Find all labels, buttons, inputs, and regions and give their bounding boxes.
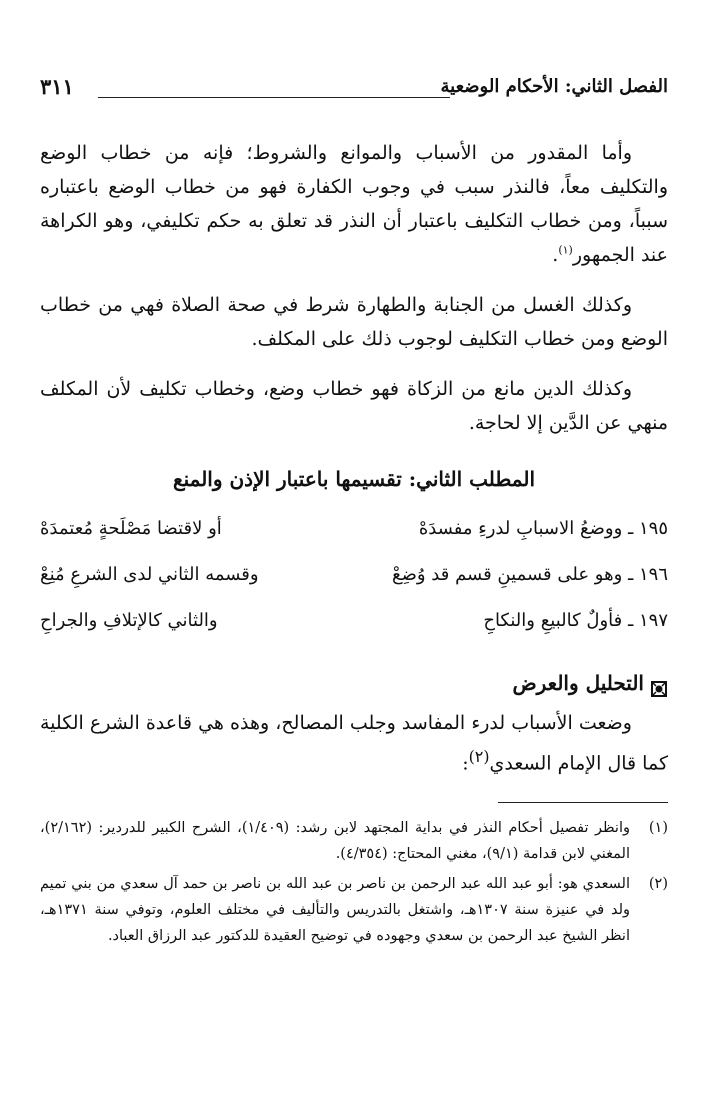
verses-block: [40, 506, 668, 644]
footnote-ref-2[interactable]: (٢): [468, 747, 490, 766]
verse-first-hemistich: ١٩٧ ـ فأولٌ كالبيعِ والنكاحِ: [483, 610, 668, 631]
verse-second-hemistich: والثاني كالإتلافِ والجراحِ: [40, 610, 218, 631]
running-header: [40, 70, 668, 106]
chapter-title: الفصل الثاني: الأحكام الوضعية: [440, 76, 668, 97]
footnote-text: وانظر تفصيل أحكام النذر في بداية المجتهد لابن رشد: (١/٤٠٩)، الشرح الكبير للدردير: (٢/١٦٢)، المغني لابن قدامة (٩/١)، مغني المحتاج: (٤/٣٥٤).: [40, 820, 630, 863]
footnote-number: (٢): [648, 876, 668, 893]
page-number: ٣١١: [40, 74, 74, 99]
footnote-text: السعدي هو: أبو عبد الله عبد الرحمن بن ناصر بن عبد الله بن ناصر بن حمد آل سعدي من بني تميم ولد في عنيزة سنة ١٣٠٧هـ، واشتغل بالتدريس والتأليف في مختلف العلوم، وتوفي سنة ١٣٧١هـ، انظر الشيخ عبد الرحمن بن سعدي وجهوده في توضيح العقيدة للدكتور عبد الرزاق العباد.: [40, 876, 630, 945]
section-title: المطلب الثاني: تقسيمها باعتبار الإذن والمنع: [172, 467, 536, 491]
subsection-title-text: التحليل والعرض: [512, 671, 644, 695]
verse-second-hemistich: أو لاقتضا مَصْلَحةٍ مُعتمدَهْ: [40, 518, 222, 539]
ornament-icon: [650, 674, 668, 692]
header-rule: [98, 97, 450, 98]
analysis-paragraph: وضعت الأسباب لدرء المفاسد وجلب المصالح، وهذه هي قاعدة الشرع الكلية كما قال الإمام السعدي$^{(٢)}$:: [40, 712, 668, 775]
footnote-rule: [498, 802, 668, 803]
footnotes: [40, 815, 668, 949]
verse-196: [40, 552, 668, 598]
book-page: [40, 70, 668, 953]
verse-first-hemistich: ١٩٦ ـ وهو على قسمينِ قسم قد وُضِعْ: [392, 564, 668, 585]
verse-second-hemistich: وقسمه الثاني لدى الشرعِ مُنِعْ: [40, 564, 259, 585]
verse-197: [40, 598, 668, 644]
paragraph-1: وأما المقدور من الأسباب والموانع والشروط؛ فإنه من خطاب الوضع والتكليف معاً، فالنذر سبب في وجوب الكفارة فهو من خطاب الوضع باعتباره سبباً، ومن خطاب التكليف باعتبار أن النذر قد تعلق به حكم تكليفي، وهو الكراهة عند الجمهور$^{(١)}$.: [40, 142, 668, 266]
main-text: [40, 136, 668, 949]
verse-195: [40, 506, 668, 552]
footnote-ref-1[interactable]: (١): [558, 243, 573, 257]
footnote-2: [40, 871, 668, 949]
footnote-number: (١): [648, 820, 668, 837]
footnote-1: [40, 815, 668, 867]
paragraph-2: وكذلك الغسل من الجنابة والطهارة شرط في صحة الصلاة فهي من خطاب الوضع ومن خطاب التكليف لوجوب ذلك على المكلف.: [40, 294, 668, 350]
verse-first-hemistich: ١٩٥ ـ ووضعُ الاسبابِ لدرءِ مفسدَهْ: [418, 518, 668, 539]
subsection-title: [40, 666, 668, 700]
paragraph-3: وكذلك الدين مانع من الزكاة فهو خطاب وضع، وخطاب تكليف لأن المكلف منهي عن الدَّين إلا لحاجة.: [40, 378, 668, 434]
